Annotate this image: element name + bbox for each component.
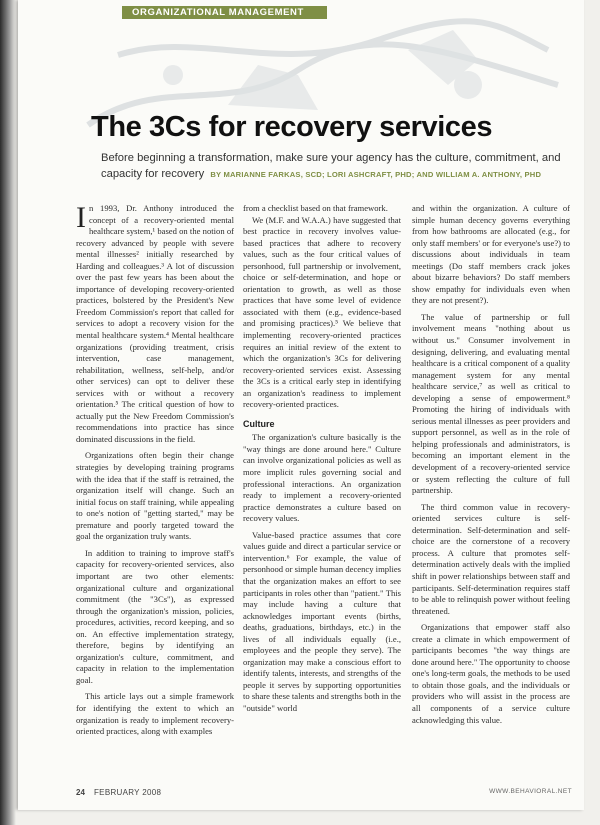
deck-text: Before beginning a transformation, make sure your agency has the culture, commitment, and capacity for recovery [101, 152, 561, 180]
paragraph: The organization's culture basically is the "way things are done around here." Culture can involve organizational policies as well as more implicit rules governing social and professional interactions. An organization ready to implement a recovery-oriented practice demonstrates a culture based on recovery values. [243, 432, 401, 524]
paragraph: The third common value in recovery-oriented services culture is self-determination. Self-determination and self-choice are the cornerstone of a recovery process. A culture that promotes self-determination actively deals with the implied shift in power relationships between staff and participants. Self-determination requires staff to be able to relinquish power without feeling threatened. [412, 501, 570, 616]
magazine-page [18, 0, 584, 810]
body-column-2 [243, 203, 401, 715]
page-number: 24 [76, 788, 85, 797]
paragraph: Organizations often begin their change strategies by developing training programs with the idea that if the staff is retrained, the organization itself will change. Such an initial focus on staff training, while appealing to one's notion of "getting started," may be premature and poorly targeted toward the goal the organization truly wants. [76, 450, 234, 542]
article-deck [101, 151, 561, 182]
body-column-3 [412, 203, 570, 726]
issue-date: FEBRUARY 2008 [94, 788, 162, 797]
culture-heading: Culture [243, 418, 275, 429]
paragraph: and within the organization. A culture of simple human decency governs everything from how bathrooms are allocated (e.g., for only staff members' or for everyone's use?) to discussions about individuals in team meetings (Do staff members crack jokes about bizarre behaviors? Do staff members show empathy for individuals even when they are not present?). [412, 203, 570, 306]
body-column-1 [76, 203, 234, 738]
article-title: The 3Cs for recovery services [91, 111, 493, 143]
byline: BY MARIANNE FARKAS, SCD; LORI ASHCRAFT, PHD; AND WILLIAM A. ANTHONY, PHD [210, 169, 542, 179]
drop-cap: I [76, 201, 86, 234]
paragraph: This article lays out a simple framework for identifying the extent to which an organization is ready to implement recovery-oriented practices, along with examples [76, 691, 234, 737]
paragraph: Value-based practice assumes that core values guide and direct a particular service or intervention.⁶ For example, the value of personhood or simple human decency implies that the organization makes an effort to see participants in roles other than "patient." This may include having a culture that acknowledges important events (births, deaths, graduations, birthdays, etc.) in the lives of all individuals equally (i.e., employees and the people they serve). The organization may make a conscious effort to identify talents, interests, and strengths of the people it serves by supporting opportunities to share these talents and strengths both in the "outside" world [243, 529, 401, 713]
paragraph: The value of partnership or full involvement means "nothing about us without us." Consumer involvement in designing, delivering, and evaluating mental healthcare is a critical component of a quality management system for any mental healthcare service,⁷ as well as critical to developing a sense of empowerment.⁸ Promoting the hiring of individuals with serious mental illnesses as peer providers and support personnel, as well as in the role of helping professionals and administrators, is becoming an important element in the development of a recovery-oriented service or system reflecting the culture of full partnership. [412, 311, 570, 496]
section-label: ORGANIZATIONAL MANAGEMENT [122, 6, 327, 19]
paragraph: Organizations that empower staff also create a climate in which empowerment of participants becomes "the way things are done around here." The opportunity to choose one's long-term goals, the methods to be used to obtain those goals, and the individuals or providers who will assist in the process are all components of a service culture acknowledging this value. [412, 622, 570, 725]
paragraph: We (M.F. and W.A.A.) have suggested that best practice in recovery involves value-based practices that adhere to recovery values, such as the four critical values of personhood, full partnership or involvement, choice or self-determination, and hope or orientation to growth, as well as those practices that have some level of evidence associated with them (e.g., evidence-based and promising practices).⁵ We believe that implementing recovery-oriented practices requires an initial review of the extent to which the organization's 3Cs for delivering recovery-oriented services exist. Assessing the 3Cs is a critical early step in identifying an organization's readiness to implement recovery-oriented practices. [243, 214, 401, 410]
binding-gutter-shadow [0, 0, 16, 825]
page-footer [76, 788, 572, 800]
paragraph: from a checklist based on that framework. [243, 203, 388, 213]
paragraph: In 1993, Dr. Anthony introduced the concept of a recovery-oriented mental healthcare system,¹ based on the notion of recovery advanced by people with severe mental illnesses² initially researched by Harding and colleagues.³ A lot of discussion over the past few years has been about the importance of developing recovery-oriented practices, bolstered by the President's New Freedom Commission's report that called for services to adopt a recovery vision for the mental healthcare system.⁴ Mental healthcare organizations (providing treatment, crisis intervention, case management, rehabilitation, wellness, self-help, and/or other services) can opt to deliver these services with or without a recovery orientation.⁵ The critical question of how to actually put the New Freedom Commission's recommendations into practice has since dominated discussions in the field. [76, 201, 234, 444]
website-url: WWW.BEHAVIORAL.NET [489, 788, 572, 795]
article-body [76, 203, 572, 778]
paragraph: In addition to training to improve staff's capacity for recovery-oriented services, also important are two other elements: organizational culture and organizational commitment (the "3Cs"), as expressed through the organization's mission, policies, procedures, activities, record keeping, and so on. An effective implementation strategy, therefore, begins by identifying an organization's culture, commitment, and capacity in relation to the implementation goal. [76, 547, 234, 685]
